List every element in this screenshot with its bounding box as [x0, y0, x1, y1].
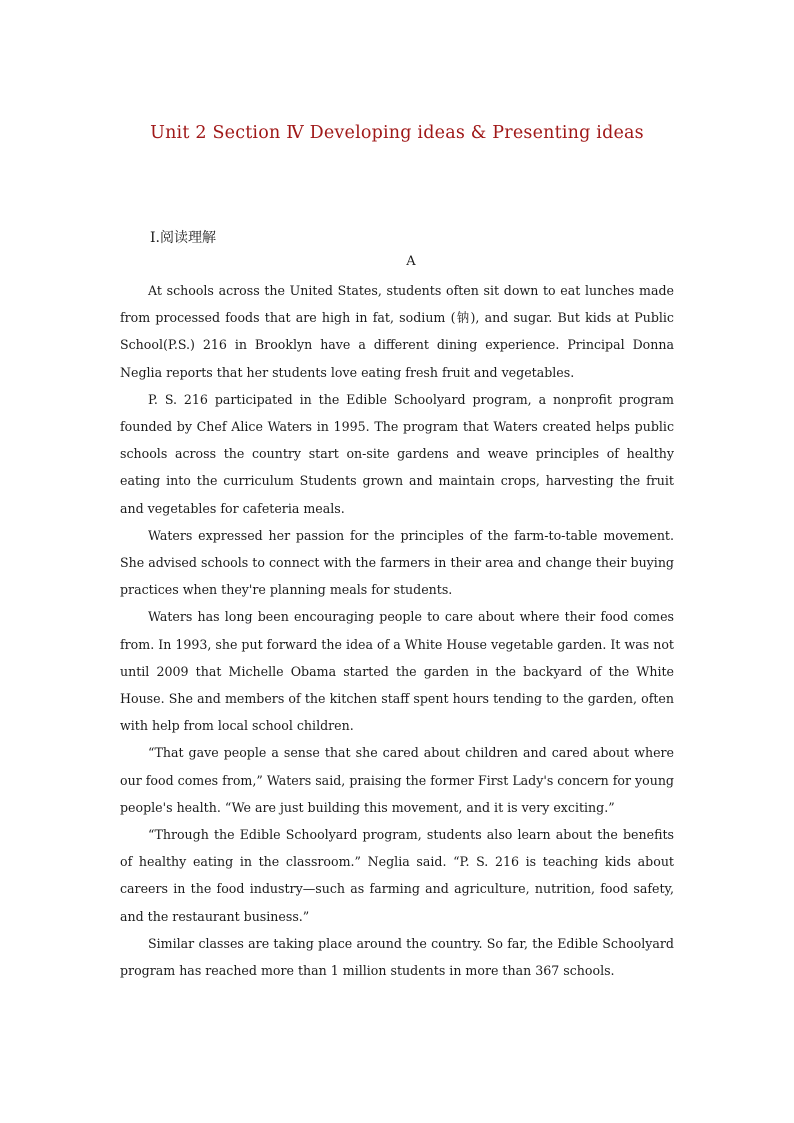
paragraph: “That gave people a sense that she cared about children and cared about where our food comes from,” Waters said, praising the former First Lady's concern for young people's health. “We are just building this movement, and it is very exciting.” [120, 745, 674, 815]
paragraph: Waters expressed her passion for the principles of the farm-to-table movement. She advised schools to connect with the farmers in their area and change their buying practices when they're planning meals for students. [120, 527, 674, 598]
paragraph: Waters has long been encouraging people to care about where their food comes from. In 1993, she put forward the idea of a White House vegetable garden. It was not until 2009 that Michelle Obama started the garden in the backyard of the White House. She and members of the kitchen staff spent hours tending to the garden, often with help from local school children. [120, 609, 674, 734]
paragraph: P. S. 216 participated in the Edible Schoolyard program, a nonprofit program founded by Chef Alice Waters in 1995. The program that Waters created helps public schools across the country start on-site gardens and weave principles of healthy eating into the curriculum Students grown and maintain crops, harvesting the fruit and vegetables for cafeteria meals. [120, 391, 674, 516]
passage-label: A [406, 254, 416, 269]
passage-body [120, 277, 674, 984]
paragraph: At schools across the United States, students often sit down to eat lunches made from processed foods that are high in fat, sodium (钠), and sugar. But kids at Public School(P.S.) 216 in Brooklyn have a different dining experience. Principal Donna Neglia reports that her students love eating fresh fruit and vegetables. [120, 283, 674, 380]
page-title: Unit 2 Section Ⅳ Developing ideas & Presenting ideas [150, 123, 644, 143]
paragraph: Similar classes are taking place around the country. So far, the Edible Schoolyard program has reached more than 1 million students in more than 367 schools. [120, 935, 674, 979]
paragraph: “Through the Edible Schoolyard program, students also learn about the benefits of healthy eating in the classroom.” Neglia said. “P. S. 216 is teaching kids about careers in the food industry—such as farming and agriculture, nutrition, food safety, and the restaurant business.” [120, 827, 674, 924]
section-heading: Ⅰ.阅读理解 [150, 230, 216, 246]
